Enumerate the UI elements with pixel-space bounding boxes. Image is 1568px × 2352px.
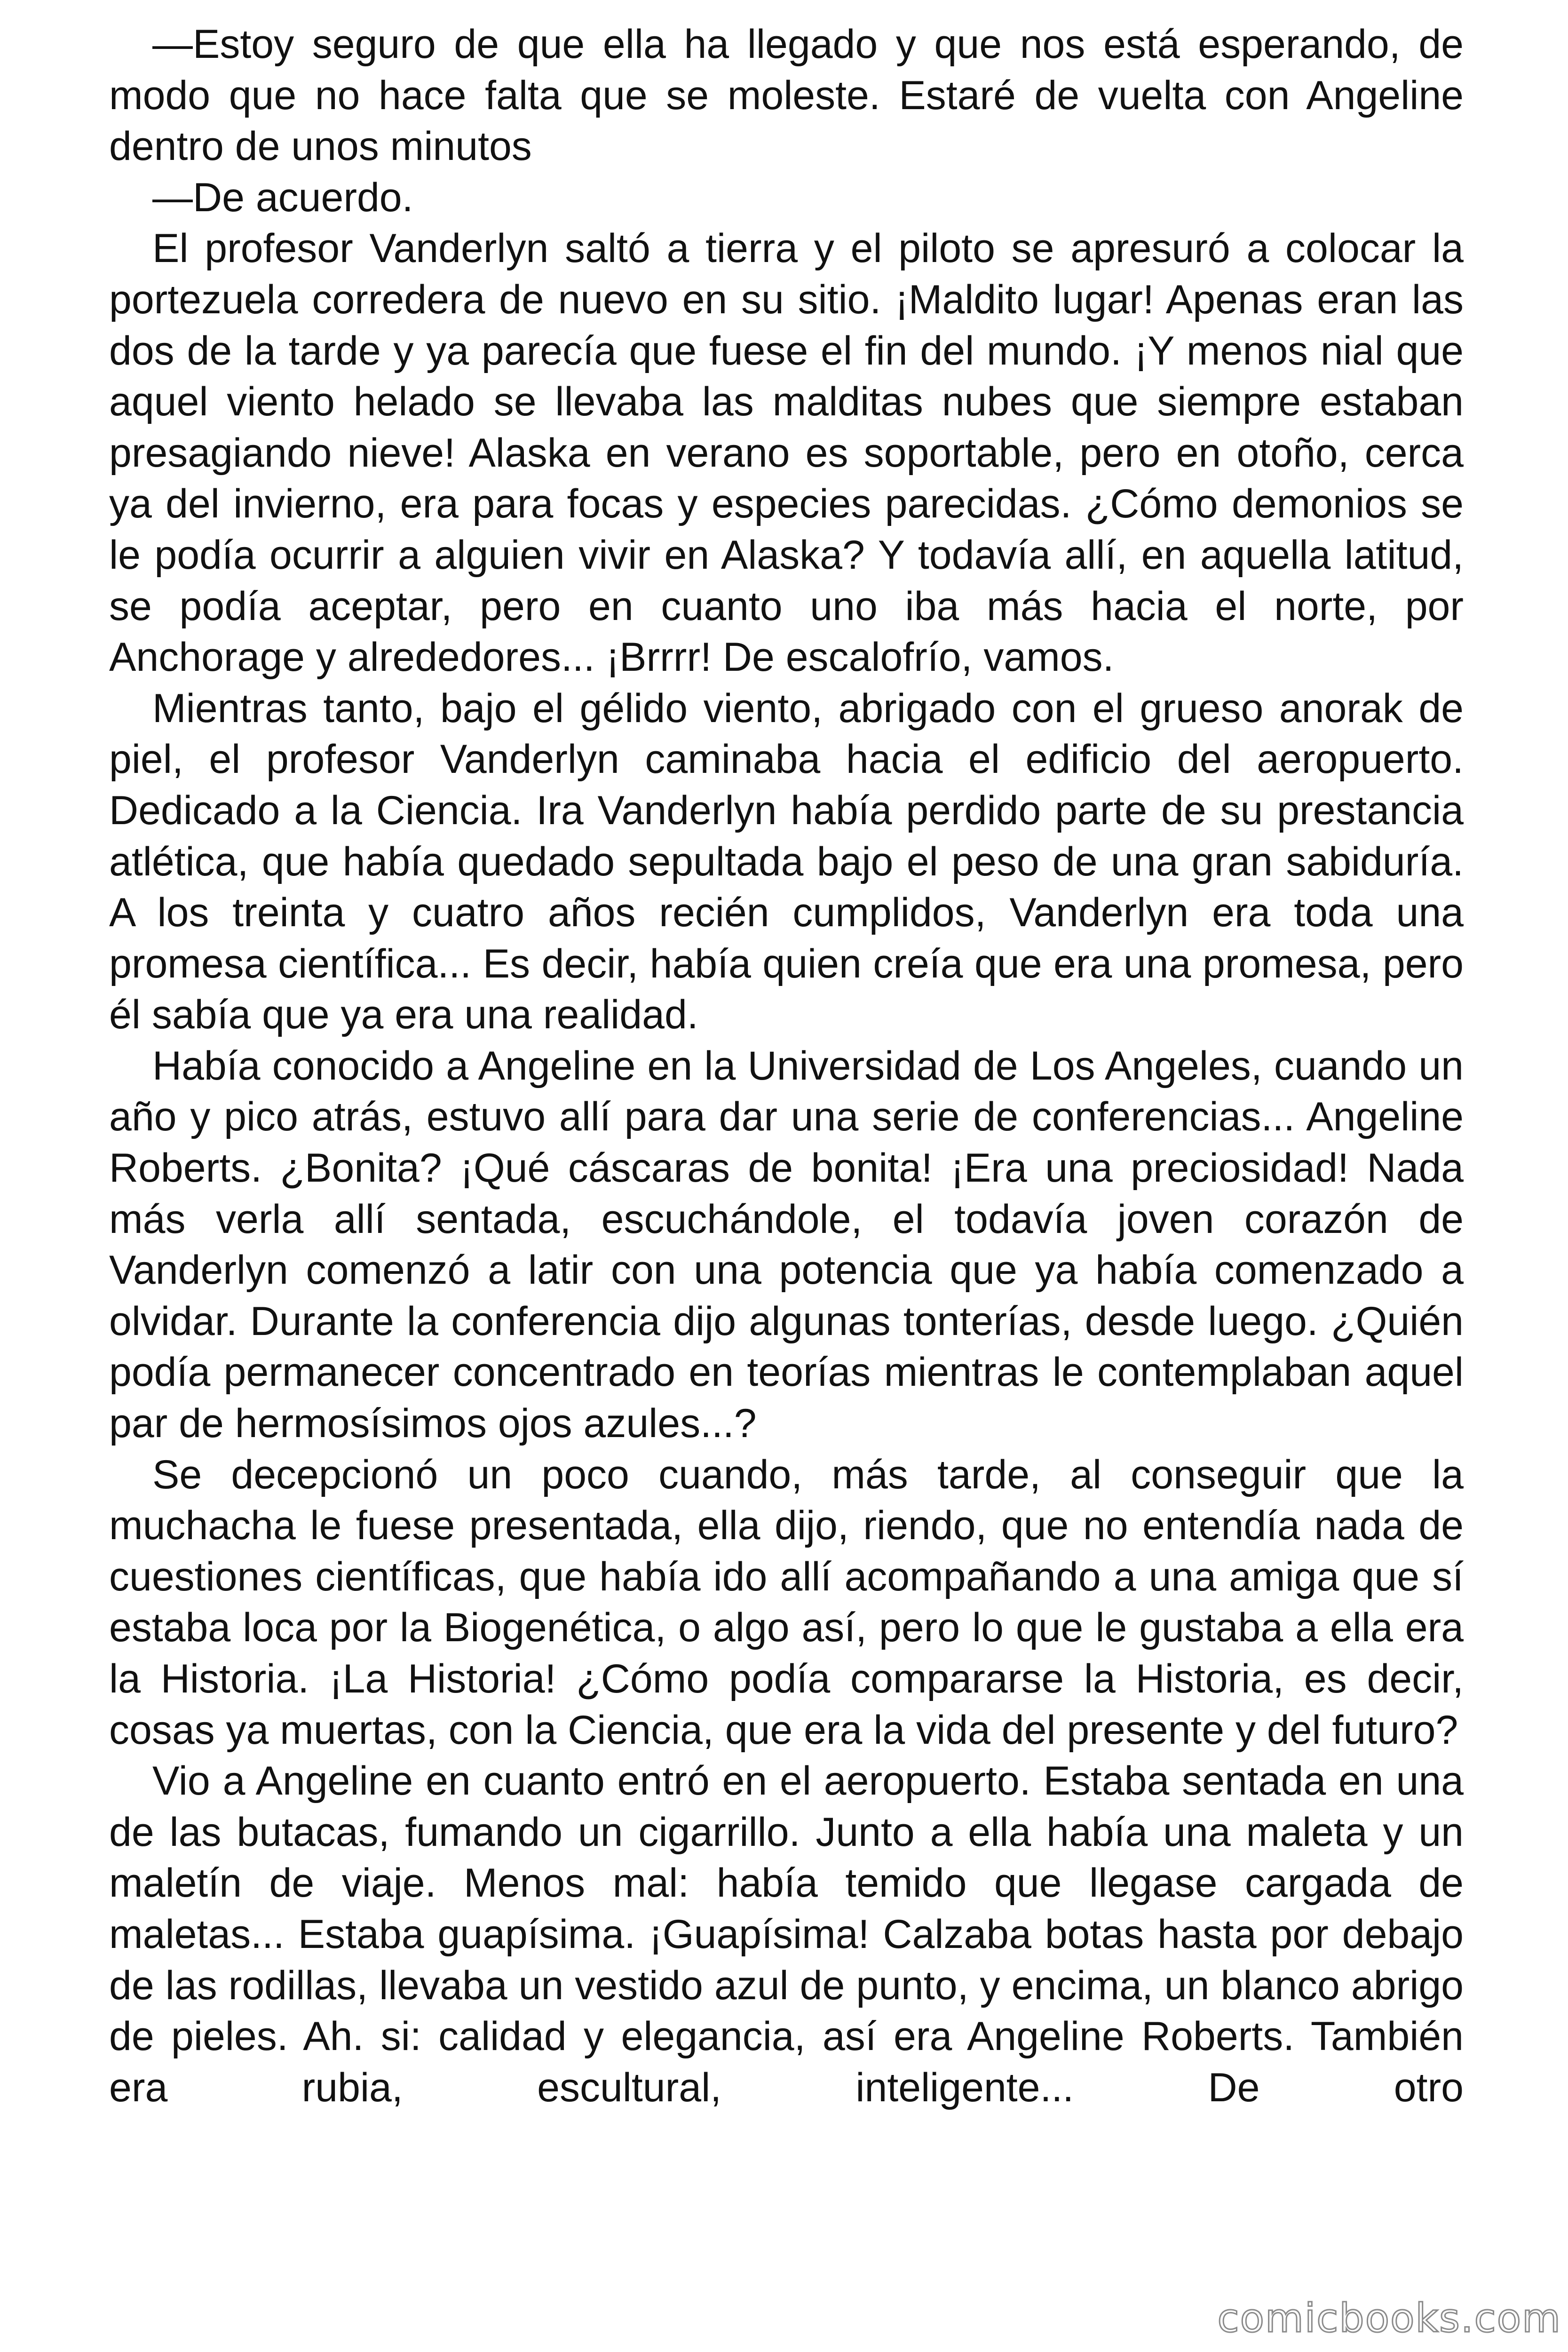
paragraph-2: —De acuerdo. xyxy=(152,175,413,220)
document-page xyxy=(109,19,1464,2113)
paragraph-4: Mientras tanto, bajo el gélido viento, abrigado con el grueso anorak de piel, el profesor Vanderlyn caminaba hacia el edificio del aeropuerto. Dedicado a la Ciencia. Ira Vanderlyn había perdido parte de su prestancia atlética, que había quedado sepultada bajo el peso de una gran sabiduría. A los treinta y cuatro años recién cumplidos, Vanderlyn era toda una promesa científica... Es decir, había quien creía que era una promesa, pero él sabía que ya era una realidad. xyxy=(109,685,1464,1038)
paragraph-1: —Estoy seguro de que ella ha llegado y que nos está esperando, de modo que no hace falta que se moleste. Estaré de vuelta con Angeline dentro de unos minutos xyxy=(109,22,1464,169)
paragraph-5: Había conocido a Angeline en la Universidad de Los Angeles, cuando un año y pico atrás, estuvo allí para dar una serie de conferencias... Angeline Roberts. ¿Bonita? ¡Qué cáscaras de bonita! ¡Era una preciosidad! Nada más verla allí sentada, escuchándole, el todavía joven corazón de Vanderlyn comenzó a latir con una potencia que ya había comenzado a olvidar. Durante la conferencia dijo algunas tonterías, desde luego. ¿Quién podía permanecer concentrado en teorías mientras le contemplaban aquel par de hermosísimos ojos azules...? xyxy=(109,1043,1464,1446)
paragraph-3: El profesor Vanderlyn saltó a tierra y el piloto se apresuró a colocar la portezuela corredera de nuevo en su sitio. ¡Maldito lugar! Apenas eran las dos de la tarde y ya parecía que fuese el fin del mundo. ¡Y menos nial que aquel viento helado se llevaba las malditas nubes que siempre estaban presagiando nieve! Alaska en verano es soportable, pero en otoño, cerca ya del invierno, era para focas y especies parecidas. ¿Cómo demonios se le podía ocurrir a alguien vivir en Alaska? Y todavía allí, en aquella latitud, se podía aceptar, pero en cuanto uno iba más hacia el norte, por Anchorage y alrededores... ¡Brrrr! De escalofrío, vamos. xyxy=(109,226,1464,680)
paragraph-7: Vio a Angeline en cuanto entró en el aeropuerto. Estaba sentada en una de las butacas, fumando un cigarrillo. Junto a ella había una maleta y un maletín de viaje. Menos mal: había temido que llegase cargada de maletas... Estaba guapísima. ¡Guapísima! Calzaba botas hasta por debajo de las rodillas, llevaba un vestido azul de punto, y encima, un blanco abrigo de pieles. Ah. si: calidad y elegancia, así era Angeline Roberts. También era rubia, escultural, inteligente... De otro xyxy=(109,1758,1464,2110)
paragraph-6: Se decepcionó un poco cuando, más tarde, al conseguir que la muchacha le fuese presentada, ella dijo, riendo, que no entendía nada de cuestiones científicas, que había ido allí acompañando a una amiga que sí estaba loca por la Biogenética, o algo así, pero lo que le gustaba a ella era la Historia. ¡La Historia! ¿Cómo podía compararse la Historia, es decir, cosas ya muertas, con la Ciencia, que era la vida del presente y del futuro? xyxy=(109,1452,1464,1753)
watermark-logo: comicbooks.com xyxy=(1217,2295,1561,2341)
